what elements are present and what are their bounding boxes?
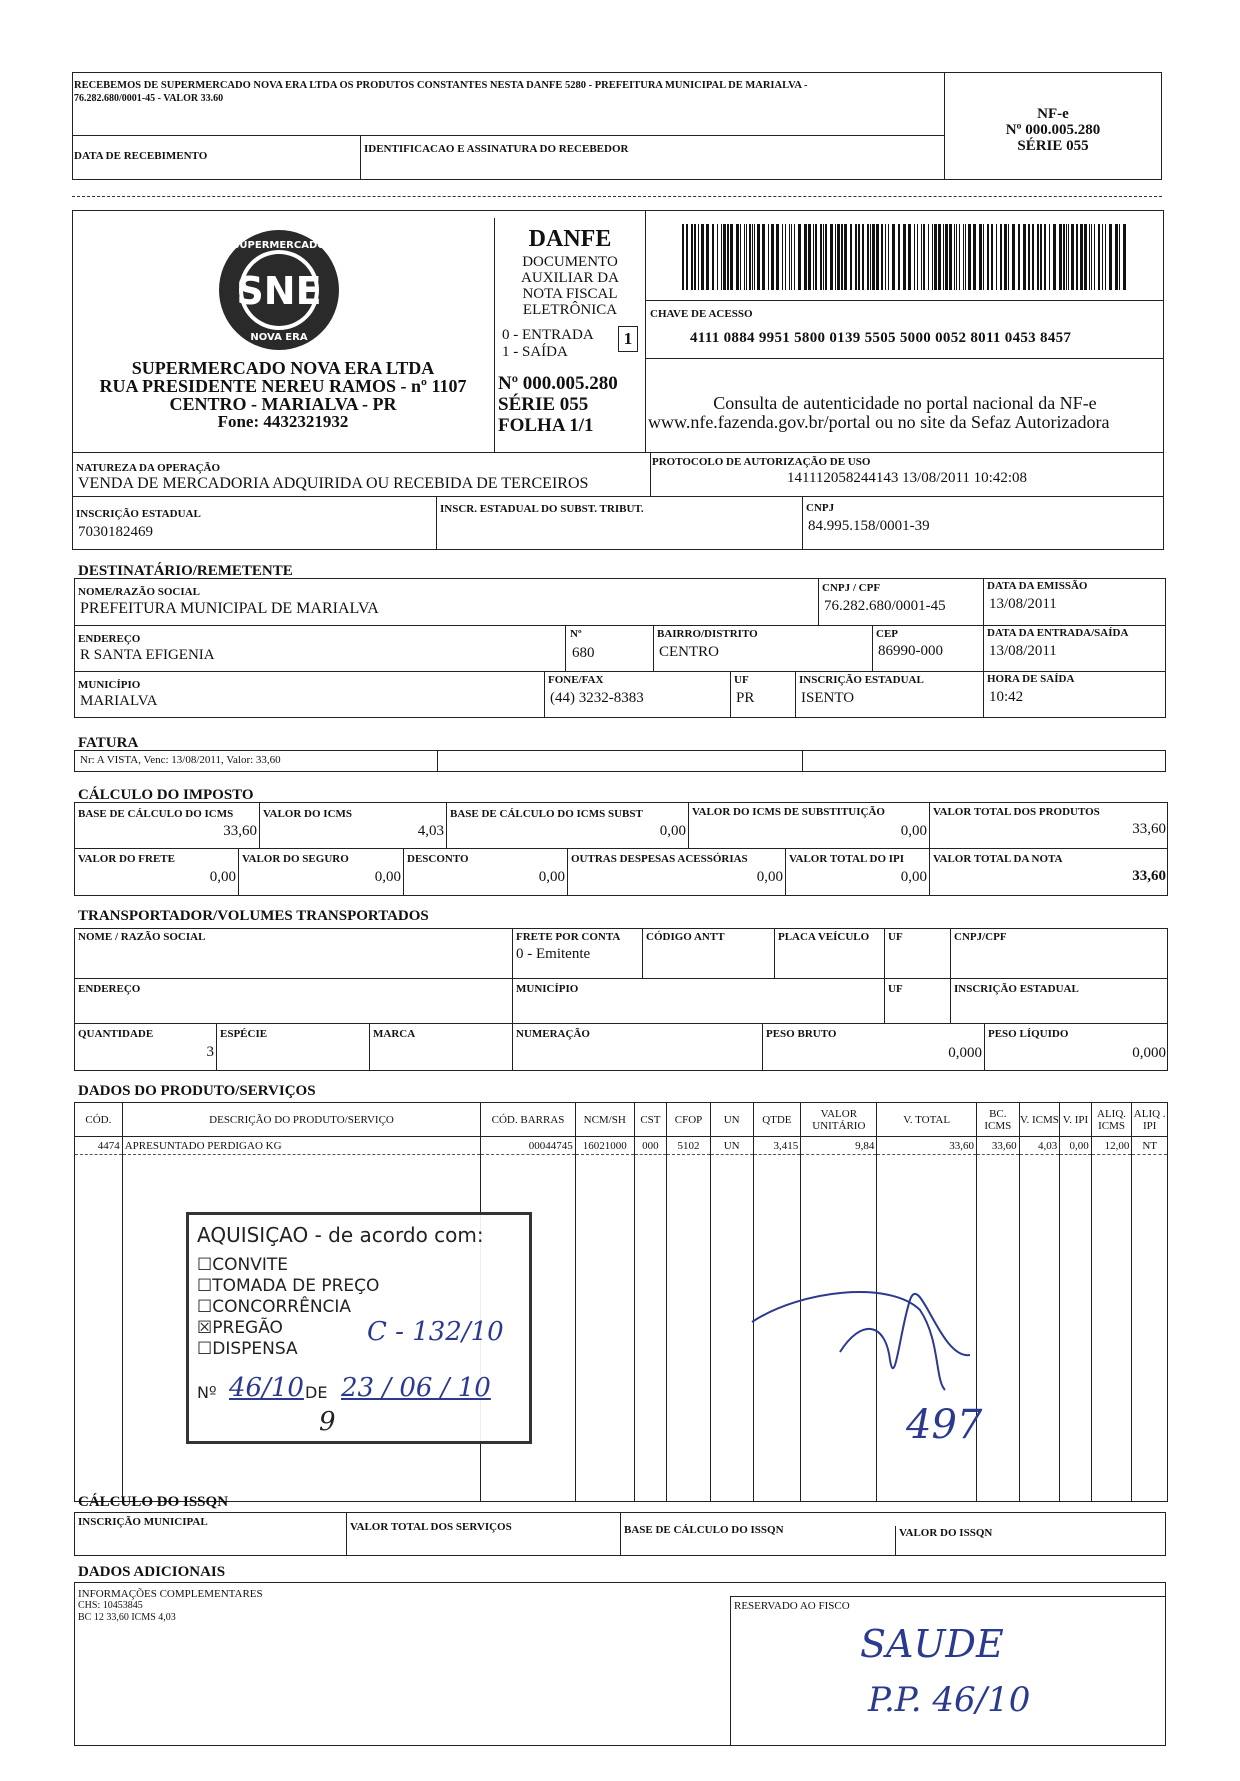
- danfe-subtitle-1: DOCUMENTO: [522, 254, 618, 270]
- rec-name-label: NOME/RAZÃO SOCIAL: [78, 586, 200, 598]
- nature-label: NATUREZA DA OPERAÇÃO: [76, 462, 221, 474]
- stamp-date-prefix: DE: [305, 1383, 328, 1402]
- stamp-option-concorrencia: ☐CONCORRÊNCIA: [197, 1297, 352, 1317]
- carrier-name-label: NOME / RAZÃO SOCIAL: [78, 931, 206, 943]
- barcode-bar: [1094, 224, 1095, 290]
- barcode-bar: [776, 224, 779, 290]
- receipt-date-label: DATA DE RECEBIMENTO: [74, 150, 208, 162]
- rec-number-label: Nº: [570, 628, 582, 640]
- barcode-bar: [1004, 224, 1007, 290]
- stamp-handwritten-ref: C - 132/10: [367, 1317, 504, 1347]
- barcode-bar: [782, 224, 783, 290]
- barcode-bar: [1037, 224, 1039, 290]
- other: 0,00: [756, 869, 783, 885]
- note-total-label: VALOR TOTAL DA NOTA: [933, 853, 1063, 865]
- rec-name: PREFEITURA MUNICIPAL DE MARIALVA: [80, 600, 379, 617]
- issqn-value-label: VALOR DO ISSQN: [899, 1527, 993, 1539]
- barcode-bar: [740, 224, 741, 290]
- rec-cep-label: CEP: [876, 628, 898, 640]
- barcode-bar: [917, 224, 918, 290]
- insurance: 0,00: [374, 869, 401, 885]
- rec-entry-label: DATA DA ENTRADA/SAÍDA: [987, 627, 1129, 639]
- barcode-bar: [1109, 224, 1112, 290]
- checkbox-icon: ☐: [197, 1255, 213, 1275]
- products-total: 33,60: [1132, 821, 1166, 837]
- rec-time-label: HORA DE SAÍDA: [987, 673, 1075, 685]
- barcode-bar: [727, 224, 729, 290]
- danfe-saida: 1 - SAÍDA: [502, 344, 568, 360]
- rec-cep: 86990-000: [878, 643, 943, 659]
- ipi-label: VALOR TOTAL DO IPI: [789, 853, 905, 865]
- barcode-bar: [1023, 224, 1026, 290]
- barcode-bar: [841, 224, 843, 290]
- barcode-bar: [987, 224, 989, 290]
- ie-value: 7030182469: [78, 524, 153, 540]
- cnpj-label: CNPJ: [806, 502, 835, 514]
- barcode-bar: [914, 224, 915, 290]
- barcode-bar: [691, 224, 693, 290]
- barcode-bar: [943, 224, 944, 290]
- barcode-bar: [903, 224, 906, 290]
- barcode-bar: [938, 224, 941, 290]
- freight-by-label: FRETE POR CONTA: [516, 931, 621, 943]
- stamp-mark: 9: [319, 1407, 336, 1437]
- barcode-bar: [1091, 224, 1092, 290]
- barcode-bar: [1012, 224, 1015, 290]
- barcode-bar: [881, 224, 883, 290]
- barcode-bar: [712, 224, 714, 290]
- barcode-bar: [698, 224, 699, 290]
- barcode-bar: [965, 224, 966, 290]
- barcode-bar: [694, 224, 696, 290]
- acquisition-stamp: [186, 1212, 532, 1444]
- carrier-address-label: ENDEREÇO: [78, 983, 141, 995]
- info-line-1: CHS: 10453845: [78, 1600, 143, 1611]
- receipt-text-2: 76.282.680/0001-45 - VALOR 33.60: [74, 93, 224, 104]
- carrier-city-label: MUNICÍPIO: [516, 983, 579, 995]
- col-ncm: NCM/SH: [575, 1103, 634, 1137]
- danfe-folha: FOLHA 1/1: [498, 415, 594, 436]
- cell-aliq-ipi: NT: [1132, 1137, 1168, 1155]
- bc-st: 0,00: [659, 823, 686, 839]
- rec-number: 680: [572, 645, 595, 661]
- cell-v-icms: 4,03: [1019, 1137, 1060, 1155]
- barcode-bar: [934, 224, 937, 290]
- barcode-bar: [979, 224, 982, 290]
- cell-cst: 000: [634, 1137, 667, 1155]
- info-label: INFORMAÇÕES COMPLEMENTARES: [78, 1588, 263, 1600]
- col-code: CÓD.: [75, 1103, 123, 1137]
- barcode-bar: [721, 224, 722, 290]
- net-weight-label: PESO LÍQUIDO: [988, 1028, 1069, 1040]
- barcode-bar: [1000, 224, 1002, 290]
- barcode-bar: [1063, 224, 1065, 290]
- barcode-bar: [768, 224, 769, 290]
- transport-block: [74, 928, 1168, 1071]
- municipal-label: INSCRIÇÃO MUNICIPAL: [78, 1516, 208, 1528]
- danfe-subtitle-2: AUXILIAR DA: [521, 270, 619, 286]
- danfe-tipo: 1: [618, 326, 638, 352]
- plate-label: PLACA VEÍCULO: [778, 931, 870, 943]
- danfe-subtitle-3: NOTA FISCAL: [522, 286, 618, 302]
- issuer-phone: Fone: 4432321932: [217, 412, 349, 431]
- barcode-bar: [1076, 224, 1078, 290]
- col-qty: QTDE: [753, 1103, 801, 1137]
- protocol-label: PROTOCOLO DE AUTORIZAÇÃO DE USO: [652, 456, 871, 468]
- barcode-bar: [820, 224, 822, 290]
- col-barcode: CÓD. BARRAS: [481, 1103, 575, 1137]
- access-key-label: CHAVE DE ACESSO: [650, 308, 753, 320]
- barcode-bar: [1098, 224, 1100, 290]
- rec-city: MARIALVA: [80, 693, 158, 709]
- barcode-bar: [825, 224, 827, 290]
- barcode-bar: [686, 224, 688, 290]
- barcode-bar: [973, 224, 976, 290]
- barcode-bar: [794, 224, 795, 290]
- barcode-bar: [954, 224, 955, 290]
- stamp-option-dispensa: ☐DISPENSA: [197, 1339, 298, 1359]
- barcode-bar: [885, 224, 886, 290]
- discount: 0,00: [538, 869, 565, 885]
- col-aliq-icms: ALIQ. ICMS: [1091, 1103, 1132, 1137]
- barcode-bar: [1066, 224, 1067, 290]
- barcode-bar: [892, 224, 895, 290]
- handwritten-number: 497: [906, 1402, 983, 1448]
- stamp-option-convite: ☐CONVITE: [197, 1255, 288, 1275]
- stamp-number-prefix: Nº: [197, 1383, 217, 1402]
- issuer-logo: [218, 228, 340, 352]
- barcode-bar: [876, 224, 879, 290]
- col-v-ipi: V. IPI: [1060, 1103, 1091, 1137]
- cut-line: [72, 196, 1162, 197]
- barcode-bar: [746, 224, 747, 290]
- receipt-text: RECEBEMOS DE SUPERMERCADO NOVA ERA LTDA OS PRODUTOS CONSTANTES NESTA DANFE 5280 - PREFEITURA MUNICIPAL DE MARIALVA -: [74, 80, 808, 91]
- barcode-bar: [789, 224, 790, 290]
- barcode-bar: [682, 224, 684, 290]
- barcode-bar: [963, 224, 964, 290]
- info-line-2: BC 12 33,60 ICMS 4,03: [78, 1612, 176, 1623]
- products-section: DADOS DO PRODUTO/SERVIÇOS: [78, 1083, 316, 1099]
- cell-total: 33,60: [877, 1137, 977, 1155]
- col-total: V. TOTAL: [877, 1103, 977, 1137]
- barcode: [682, 224, 1128, 290]
- barcode-bar: [858, 224, 860, 290]
- barcode-bar: [823, 224, 824, 290]
- barcode-bar: [798, 224, 801, 290]
- barcode-bar: [717, 224, 718, 290]
- cell-bc-icms: 33,60: [976, 1137, 1019, 1155]
- rec-phone-label: FONE/FAX: [548, 674, 604, 686]
- barcode-bar: [1089, 224, 1090, 290]
- invoice-section: FATURA: [78, 735, 139, 751]
- barcode-bar: [701, 224, 704, 290]
- rec-address-label: ENDEREÇO: [78, 633, 141, 645]
- tax-section: CÁLCULO DO IMPOSTO: [78, 787, 254, 803]
- freight-by: 0 - Emitente: [516, 946, 591, 962]
- products-total-label: VALOR TOTAL DOS PRODUTOS: [933, 806, 1100, 818]
- barcode-bar: [850, 224, 852, 290]
- rec-uf-label: UF: [734, 674, 749, 686]
- ie-label: INSCRIÇÃO ESTADUAL: [76, 508, 201, 520]
- barcode-bar: [844, 224, 847, 290]
- stamp-option-pregao: ☒PREGÃO: [197, 1318, 283, 1338]
- barcode-bar: [830, 224, 833, 290]
- cell-cfop: 5102: [667, 1137, 711, 1155]
- barcode-bar: [968, 224, 971, 290]
- logo-mark: SNE: [236, 269, 322, 313]
- rec-cnpj-label: CNPJ / CPF: [822, 582, 881, 594]
- barcode-bar: [785, 224, 786, 290]
- barcode-bar: [835, 224, 836, 290]
- rec-emission-label: DATA DA EMISSÃO: [987, 580, 1088, 592]
- barcode-bar: [862, 224, 864, 290]
- barcode-bar: [956, 224, 957, 290]
- barcode-bar: [757, 224, 760, 290]
- handwritten-signature: [740, 1240, 1030, 1400]
- barcode-bar: [749, 224, 751, 290]
- barcode-bar: [804, 224, 807, 290]
- barcode-bar: [991, 224, 993, 290]
- barcode-bar: [791, 224, 792, 290]
- cnpj-value: 84.995.158/0001-39: [808, 518, 930, 534]
- barcode-bar: [949, 224, 952, 290]
- barcode-bar: [996, 224, 997, 290]
- danfe-entrada: 0 - ENTRADA: [502, 327, 594, 343]
- barcode-bar: [736, 224, 739, 290]
- barcode-bar: [1068, 224, 1069, 290]
- cell-code: 4474: [75, 1137, 123, 1155]
- issqn-base-label: BASE DE CÁLCULO DO ISSQN: [624, 1524, 784, 1536]
- barcode-bar: [808, 224, 811, 290]
- receipt-sign-label: IDENTIFICACAO E ASSINATURA DO RECEBEDOR: [364, 143, 629, 155]
- bc-icms-label: BASE DE CÁLCULO DO ICMS: [78, 808, 234, 820]
- barcode-bar: [1028, 224, 1030, 290]
- rec-ie-label: INSCRIÇÃO ESTADUAL: [799, 674, 924, 686]
- barcode-bar: [815, 224, 817, 290]
- services-total-label: VALOR TOTAL DOS SERVIÇOS: [350, 1521, 512, 1533]
- barcode-bar: [1040, 224, 1042, 290]
- freight-label: VALOR DO FRETE: [78, 853, 175, 865]
- nfe-number: Nº 000.005.280: [1005, 122, 1101, 138]
- icms-st: 0,00: [900, 823, 927, 839]
- barcode-bar: [813, 224, 814, 290]
- rec-uf: PR: [736, 690, 755, 706]
- rec-time: 10:42: [989, 689, 1024, 705]
- cell-un: UN: [710, 1137, 753, 1155]
- numbering-label: NUMERAÇÃO: [516, 1028, 590, 1040]
- checkbox-icon: ☐: [197, 1276, 213, 1296]
- stamp-option-tomada: ☐TOMADA DE PREÇO: [197, 1276, 380, 1296]
- recipient-section: DESTINATÁRIO/REMETENTE: [78, 563, 293, 579]
- cell-aliq-icms: 12,00: [1091, 1137, 1132, 1155]
- stamp-date: 23 / 06 / 10: [341, 1373, 491, 1403]
- icms-st-label: VALOR DO ICMS DE SUBSTITUIÇÃO: [692, 806, 885, 818]
- cell-unit-value: 9,84: [801, 1137, 877, 1155]
- checked-box-icon: ☒: [197, 1318, 213, 1338]
- col-aliq-ipi: ALIQ . IPI: [1132, 1103, 1168, 1137]
- barcode-bar: [730, 224, 733, 290]
- rec-emission: 13/08/2011: [989, 596, 1057, 612]
- gross-weight-label: PESO BRUTO: [766, 1028, 837, 1040]
- nfe-serie: SÉRIE 055: [1017, 138, 1089, 154]
- barcode-bar: [754, 224, 755, 290]
- consult-text-2: www.nfe.fazenda.gov.br/portal ou no site da Sefaz Autorizadora: [648, 412, 1110, 432]
- barcode-bar: [1084, 224, 1087, 290]
- additional-section: DADOS ADICIONAIS: [78, 1564, 226, 1580]
- barcode-bar: [1018, 224, 1020, 290]
- barcode-bar: [1105, 224, 1106, 290]
- barcode-bar: [744, 224, 745, 290]
- stamp-number: 46/10: [229, 1373, 304, 1403]
- col-description: DESCRIÇÃO DO PRODUTO/SERVIÇO: [122, 1103, 481, 1137]
- col-unit-value: VALOR UNITÁRIO: [801, 1103, 877, 1137]
- barcode-bar: [837, 224, 840, 290]
- barcode-bar: [1080, 224, 1083, 290]
- carrier-uf2-label: UF: [888, 983, 903, 995]
- barcode-bar: [898, 224, 900, 290]
- gross-weight: 0,000: [948, 1045, 982, 1061]
- cell-ncm: 16021000: [575, 1137, 634, 1155]
- antt-label: CÓDIGO ANTT: [646, 931, 725, 943]
- rec-district: CENTRO: [659, 644, 719, 660]
- icms-label: VALOR DO ICMS: [263, 808, 353, 820]
- danfe-number: Nº 000.005.280: [498, 373, 618, 394]
- rec-cnpj: 76.282.680/0001-45: [824, 598, 946, 614]
- cell-qty: 3,415: [753, 1137, 801, 1155]
- net-weight: 0,000: [1132, 1045, 1166, 1061]
- barcode-bar: [1123, 224, 1126, 290]
- carrier-uf-label: UF: [888, 931, 903, 943]
- rec-phone: (44) 3232-8383: [550, 690, 644, 706]
- barcode-bar: [752, 224, 753, 290]
- barcode-bar: [762, 224, 765, 290]
- quantity: 3: [206, 1044, 214, 1060]
- barcode-bar: [888, 224, 889, 290]
- barcode-bar: [1115, 224, 1118, 290]
- invoice-text: Nr: A VISTA, Venc: 13/08/2011, Valor: 33,60: [80, 754, 281, 766]
- barcode-bar: [723, 224, 726, 290]
- barcode-bar: [1053, 224, 1056, 290]
- barcode-bar: [706, 224, 709, 290]
- issuer-city: CENTRO - MARIALVA - PR: [169, 394, 397, 414]
- other-label: OUTRAS DESPESAS ACESSÓRIAS: [571, 853, 748, 865]
- quantity-label: QUANTIDADE: [78, 1028, 154, 1040]
- barcode-bar: [855, 224, 857, 290]
- barcode-bar: [1032, 224, 1034, 290]
- danfe-title: DANFE: [528, 226, 612, 252]
- issuer-name: SUPERMERCADO NOVA ERA LTDA: [131, 358, 435, 378]
- col-un: UN: [710, 1103, 753, 1137]
- cell-barcode: 00044745: [481, 1137, 575, 1155]
- carrier-ie-label: INSCRIÇÃO ESTADUAL: [954, 983, 1079, 995]
- rec-city-label: MUNICÍPIO: [78, 679, 141, 691]
- cell-v-ipi: 0,00: [1060, 1137, 1091, 1155]
- checkbox-icon: ☐: [197, 1339, 213, 1359]
- barcode-bar: [959, 224, 960, 290]
- barcode-bar: [932, 224, 933, 290]
- icms: 4,03: [417, 823, 444, 839]
- rec-address: R SANTA EFIGENIA: [80, 647, 215, 663]
- col-v-icms: V. ICMS: [1019, 1103, 1060, 1137]
- rec-district-label: BAIRRO/DISTRITO: [657, 628, 758, 640]
- barcode-bar: [870, 224, 871, 290]
- discount-label: DESCONTO: [407, 853, 469, 865]
- handwritten-note-1: SAUDE: [860, 1622, 1004, 1666]
- transport-section: TRANSPORTADOR/VOLUMES TRANSPORTADOS: [78, 908, 429, 924]
- issuer-address: RUA PRESIDENTE NEREU RAMOS - nº 1107: [99, 376, 467, 396]
- carrier-cnpj-label: CNPJ/CPF: [954, 931, 1007, 943]
- barcode-bar: [921, 224, 922, 290]
- stamp-title: AQUISIÇAO - de acordo com:: [197, 1223, 484, 1247]
- barcode-bar: [983, 224, 984, 290]
- logo-top: SUPERMERCADO: [232, 240, 326, 251]
- brand-label: MARCA: [373, 1028, 416, 1040]
- handwritten-note-2: P.P. 46/10: [868, 1680, 1031, 1720]
- col-bc-icms: BC. ICMS: [976, 1103, 1019, 1137]
- bc-st-label: BASE DE CÁLCULO DO ICMS SUBST: [450, 808, 643, 820]
- nature-value: VENDA DE MERCADORIA ADQUIRIDA OU RECEBIDA DE TERCEIROS: [78, 475, 589, 492]
- issqn-section: CÁLCULO DO ISSQN: [78, 1494, 229, 1510]
- barcode-bar: [908, 224, 911, 290]
- barcode-bar: [945, 224, 948, 290]
- rec-ie: ISENTO: [801, 690, 855, 706]
- barcode-bar: [771, 224, 774, 290]
- rec-entry: 13/08/2011: [989, 643, 1057, 659]
- barcode-bar: [1059, 224, 1062, 290]
- access-key: 4111 0884 9951 5800 0139 5505 5000 0052 8011 0453 8457: [690, 330, 1072, 346]
- barcode-bar: [1044, 224, 1046, 290]
- barcode-bar: [1049, 224, 1050, 290]
- danfe-subtitle-4: ELETRÔNICA: [522, 302, 618, 318]
- barcode-bar: [867, 224, 869, 290]
- cell-description: APRESUNTADO PERDIGAO KG: [122, 1137, 481, 1155]
- barcode-bar: [872, 224, 875, 290]
- insurance-label: VALOR DO SEGURO: [242, 853, 349, 865]
- fisco-label: RESERVADO AO FISCO: [734, 1600, 850, 1612]
- barcode-bar: [1071, 224, 1074, 290]
- barcode-bar: [923, 224, 925, 290]
- nfe-title: NF-e: [1037, 106, 1069, 122]
- logo-bottom: NOVA ERA: [250, 332, 308, 343]
- col-cfop: CFOP: [667, 1103, 711, 1137]
- danfe-serie: SÉRIE 055: [498, 394, 589, 415]
- barcode-bar: [1119, 224, 1120, 290]
- note-total: 33,60: [1132, 868, 1166, 884]
- barcode-bar: [1008, 224, 1009, 290]
- protocol-value: 141112058244143 13/08/2011 10:42:08: [787, 470, 1027, 486]
- barcode-bar: [928, 224, 929, 290]
- bc-icms: 33,60: [223, 823, 257, 839]
- barcode-bar: [1102, 224, 1103, 290]
- col-cst: CST: [634, 1103, 667, 1137]
- consult-text-1: Consulta de autenticidade no portal nacional da NF-e: [713, 393, 1097, 413]
- freight: 0,00: [209, 869, 236, 885]
- table-row: [75, 1137, 1168, 1155]
- ie-st-label: INSCR. ESTADUAL DO SUBST. TRIBUT.: [440, 503, 644, 515]
- ipi: 0,00: [900, 869, 927, 885]
- checkbox-icon: ☐: [197, 1297, 213, 1317]
- species-label: ESPÉCIE: [220, 1028, 268, 1040]
